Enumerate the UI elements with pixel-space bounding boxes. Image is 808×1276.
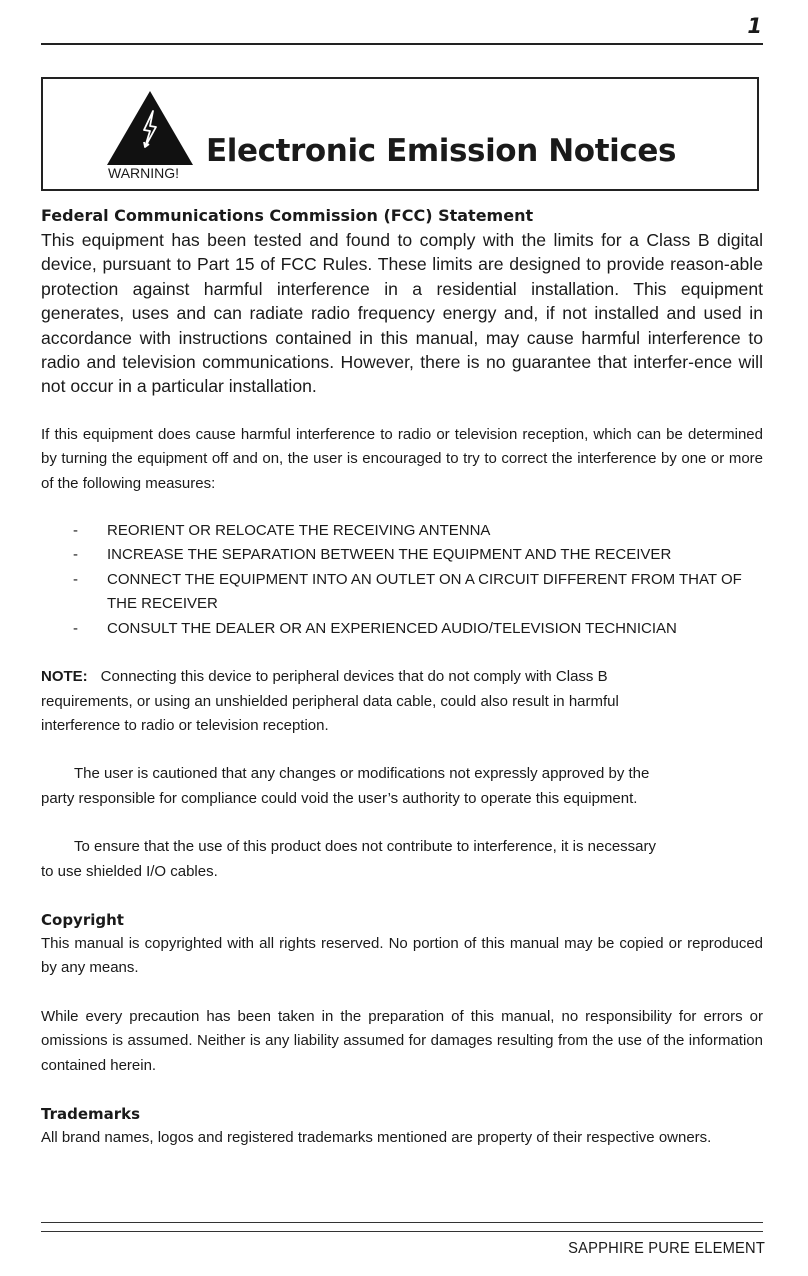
list-item — [41, 568, 763, 617]
list-item — [41, 519, 763, 543]
measure-text: CONSULT THE DEALER OR AN EXPERIENCED AUDIO/TELEVISION TECHNICIAN — [107, 619, 677, 637]
copyright-heading: Copyright — [41, 910, 124, 929]
footer-product-name: SAPPHIRE PURE ELEMENT — [568, 1240, 765, 1257]
measure-text: INCREASE THE SEPARATION BETWEEN THE EQUIPMENT AND THE RECEIVER — [107, 546, 672, 564]
caution-paragraph: The user is cautioned that any changes or modifications not expressly approved by the party responsible for compliance could void the user’s authority to operate this equipment. — [41, 765, 650, 807]
fcc-paragraph-1: This equipment has been tested and found to comply with the limits for a Class B digital device, pursuant to Part 15 of FCC Rules. These limits are designed to provide reason-able protection against harmful interference in a residential installation. This equipment generates, uses and can radiate radio frequency energy and, if not installed and used in accordance with instructions contained in this manual, may cause harmful interference to radio and television communications. However, there is no guarantee that interfer-ence will not occur in a particular installation. — [41, 230, 763, 397]
header-rule — [41, 43, 763, 45]
shielded-cables-paragraph: To ensure that the use of this product does not contribute to interference, it is necessary to use shielded I/O cables. — [41, 838, 656, 880]
page-number: 1 — [747, 14, 762, 38]
measures-list — [41, 519, 763, 641]
warning-triangle-icon — [107, 91, 193, 165]
warning-label: WARNING! — [108, 165, 180, 181]
measure-text: CONNECT THE EQUIPMENT INTO AN OUTLET ON A CIRCUIT DIFFERENT FROM THAT OF THE RECEIVER — [107, 570, 742, 613]
main-content — [41, 204, 763, 1150]
title-banner — [41, 77, 759, 191]
bullet-dash: - — [73, 522, 78, 540]
page-title: Electronic Emission Notices — [206, 133, 677, 169]
bullet-dash: - — [73, 619, 78, 637]
bullet-dash: - — [73, 546, 78, 564]
list-item — [41, 617, 763, 641]
fcc-heading: Federal Communications Commission (FCC) Statement — [41, 206, 534, 225]
list-item — [41, 543, 763, 567]
trademarks-paragraph: All brand names, logos and registered trademarks mentioned are property of their respective owners. — [41, 1128, 712, 1146]
bullet-dash: - — [73, 570, 78, 588]
trademarks-heading: Trademarks — [41, 1104, 141, 1123]
copyright-paragraph-2: While every precaution has been taken in the preparation of this manual, no responsibility for errors or omissions is assumed. Neither is any liability assumed for damages resulting from the use of the information contained herein. — [41, 1007, 763, 1074]
note-label: NOTE: — [41, 668, 88, 686]
copyright-paragraph-1: This manual is copyrighted with all rights reserved. No portion of this manual may be copied or reproduced by any means. — [41, 934, 763, 977]
note-paragraph — [41, 665, 701, 738]
note-text: Connecting this device to peripheral devices that do not comply with Class B requirements, or using an unshielded peripheral data cable, could also result in harmful interference to radio or television reception. — [41, 668, 619, 734]
fcc-paragraph-2: If this equipment does cause harmful interference to radio or television reception, which can be determined by turning the equipment off and on, the user is encouraged to try to correct the interference by one or more of the following measures: — [41, 425, 763, 492]
footer-rule-bottom — [41, 1231, 763, 1232]
measure-text: REORIENT OR RELOCATE THE RECEIVING ANTENNA — [107, 522, 491, 540]
footer-rule-top — [41, 1222, 763, 1223]
